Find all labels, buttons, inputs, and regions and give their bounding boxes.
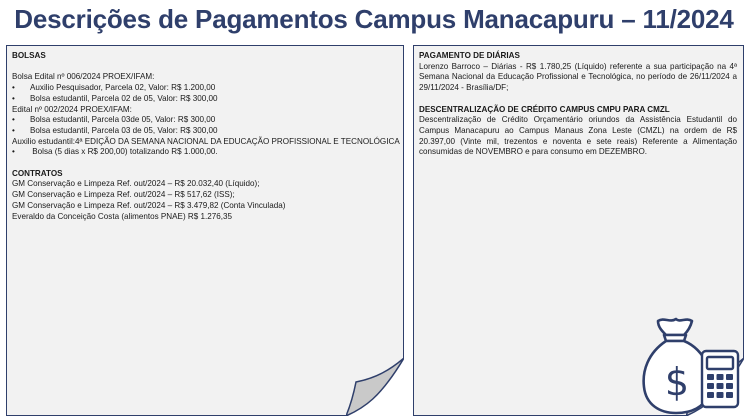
- auxilio-estudantil-line: Auxilio estudantil:4ª EDIÇÃO DA SEMANA NACIONAL DA EDUCAÇÃO PROFISSIONAL E TECNOLÓGICA: [12, 136, 400, 146]
- list-item: • Auxilio Pesquisador, Parcela 02, Valor: R$ 1.200,00: [12, 83, 216, 93]
- contrato-line: GM Conservação e Limpeza Ref. out/2024 – R$ 20.032,40 (Líquido);: [12, 179, 260, 189]
- contrato-line: GM Conservação e Limpeza Ref. out/2024 – R$ 3.479,82 (Conta Vinculada): [12, 200, 286, 210]
- bolsas-heading: BOLSAS: [12, 51, 46, 60]
- list-item: • Bolsa estudantil, Parcela 02 de 05, Valor: R$ 300,00: [12, 93, 218, 103]
- currency-symbol: $: [664, 360, 690, 404]
- money-bag-calculator-icon: [640, 315, 744, 417]
- descentralizacao-text: Descentralização de Crédito Orçamentário oriundos da Assistência Estudantil do Campus Manacapuru ao Campus Manaus Zona Leste (CMZL) na ordem de R$ 20.397,00 (Vinte mil, trezentos e noventa e sete reais) Referente a Alimentação consumidas de NOVEMBRO e para consumo em DEZEMBRO.: [419, 115, 737, 157]
- diarias-content: [419, 51, 737, 158]
- bolsas-contratos-card: [6, 45, 404, 416]
- diarias-heading: PAGAMENTO DE DIÁRIAS: [419, 51, 520, 60]
- contrato-line: GM Conservação e Limpeza Ref. out/2024 – R$ 517,62 (ISS);: [12, 190, 235, 200]
- page-curl-fold: [346, 358, 404, 416]
- bolsas-contratos-content: [12, 51, 400, 222]
- list-item: • Bolsa (5 dias x R$ 200,00) totalizando R$ 1.000,00.: [12, 147, 218, 157]
- diarias-text: Lorenzo Barroco – Diárias - R$ 1.780,25 (Líquido) referente a sua participação na 4ª Semana Nacional da Educação Profissional e Tecnológica, no período de 26/11/2024 a 29/11/2024 - Brasília/DF;: [419, 61, 737, 93]
- list-item: • Bolsa estudantil, Parcela 03 de 05, Valor: R$ 300,00: [12, 125, 218, 135]
- contratos-heading: CONTRATOS: [12, 168, 63, 178]
- page-title: Descrições de Pagamentos Campus Manacapuru – 11/2024: [14, 4, 734, 34]
- edital-002-line: Edital nº 002/2024 PROEX/IFAM:: [12, 104, 132, 114]
- descentralizacao-heading: DESCENTRALIZAÇÃO DE CRÉDITO CAMPUS CMPU PARA CMZL: [419, 104, 670, 114]
- list-item: • Bolsa estudantil, Parcela 03de 05, Valor: R$ 300,00: [12, 115, 216, 125]
- contrato-line: Everaldo da Conceição Costa (alimentos PNAE) R$ 1.276,35: [12, 211, 232, 221]
- edital-006-line: Bolsa Edital nº 006/2024 PROEX/IFAM:: [12, 72, 155, 82]
